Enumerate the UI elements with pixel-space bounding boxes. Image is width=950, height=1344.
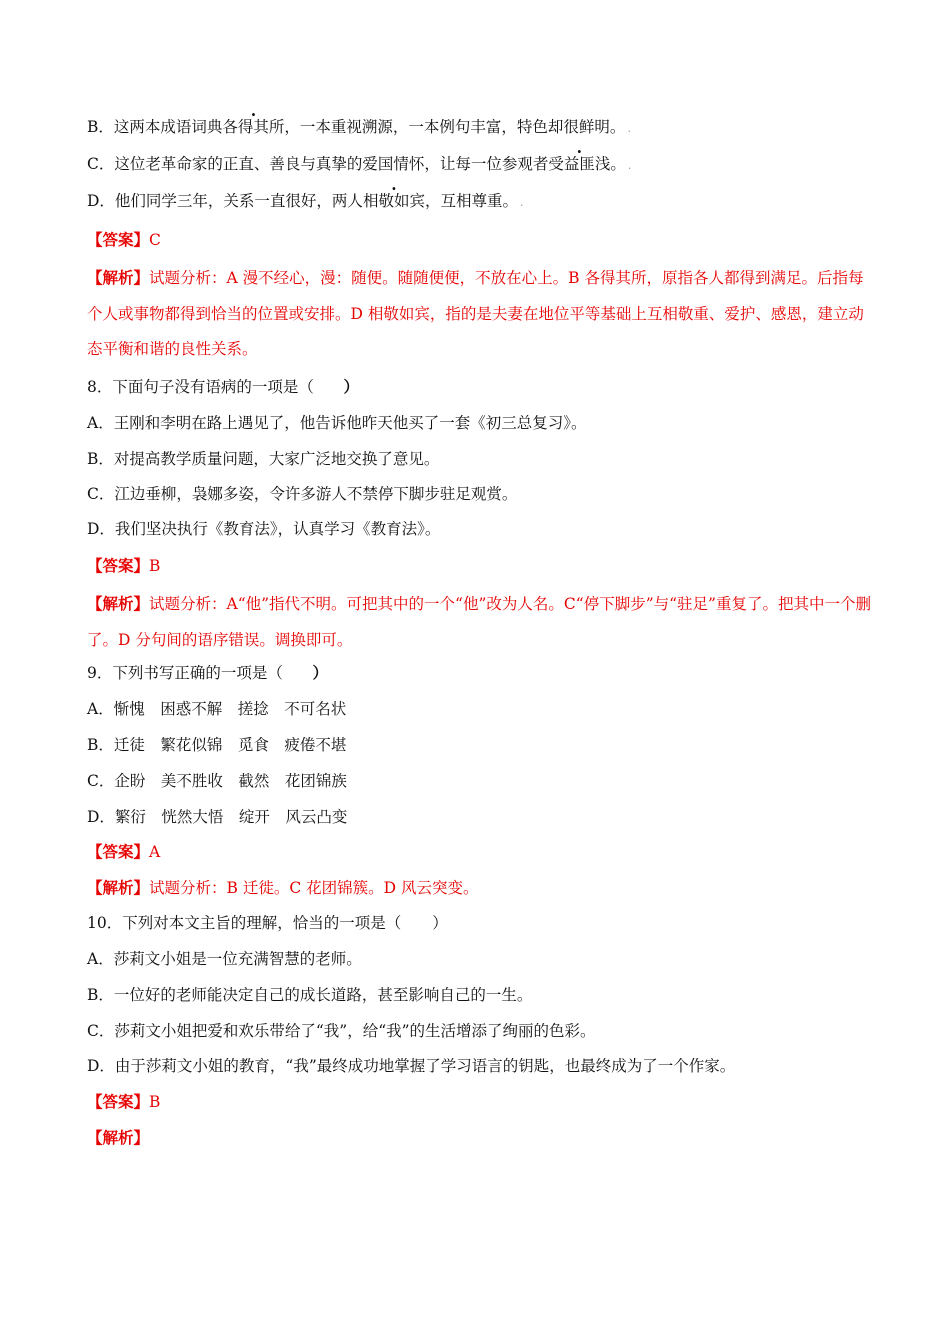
q7-option-c: C．这位老革命家的正直、善良与真挚的爱国情怀，让每一位参观者受益匪浅。 . (87, 155, 632, 173)
emphasized-idiom: 各得其所 (222, 118, 285, 136)
q9-stem: 9．下列书写正确的一项是（ ） (87, 663, 328, 682)
q9-answer: 【答案】A (87, 842, 161, 861)
q7-option-b: B．这两本成语词典各得其所，一本重视溯源，一本例句丰富，特色却很鲜明。 . (87, 118, 631, 136)
q8-analysis: 【解析】试题分析：A“他”指代不明。可把其中的一个“他”改为人名。C“停下脚步”与“驻足”重复了。把其中一个删了。D 分句间的语序错误。调换即可。 (87, 594, 871, 649)
q10-stem: 10．下列对本文主旨的理解，恰当的一项是（ ） (87, 914, 448, 932)
q8-stem: 8．下面句子没有语病的一项是（ ） (87, 377, 359, 396)
q8-answer: 【答案】B (87, 556, 161, 575)
q9-option-b: B．迁徒 繁花似锦 觅食 疲倦不堪 (87, 736, 347, 754)
q10-option-b: B．一位好的老师能决定自己的成长道路，甚至影响自己的一生。 (87, 986, 533, 1004)
q9-option-a: A．惭愧 困惑不解 搓捻 不可名状 (87, 700, 347, 718)
q10-answer: 【答案】B (87, 1092, 161, 1111)
q9-option-c: C．企盼 美不胜收 截然 花团锦族 (87, 772, 347, 790)
q9-option-d: D．繁衍 恍然大悟 绽开 风云凸变 (87, 808, 348, 826)
q8-option-c: C．江边垂柳，袅娜多姿，令许多游人不禁停下脚步驻足观赏。 (87, 485, 518, 503)
q10-analysis: 【解析】 (87, 1128, 150, 1147)
q10-option-a: A．莎莉文小姐是一位充满智慧的老师。 (87, 950, 362, 968)
q8-option-d: D．我们坚决执行《教育法》，认真学习《教育法》。 (87, 520, 441, 538)
q10-option-c: C．莎莉文小姐把爱和欢乐带给了“我”，给“我”的生活增添了绚丽的色彩。 (87, 1022, 596, 1040)
emphasized-idiom: 受益匪浅 (548, 155, 611, 173)
q10-option-d: D．由于莎莉文小姐的教育，“我”最终成功地掌握了学习语言的钥匙，也最终成为了一个作家。 (87, 1057, 736, 1075)
emphasized-idiom: 相敬如宾 (362, 192, 425, 210)
q7-answer: 【答案】C (87, 230, 161, 249)
q7-option-d: D．他们同学三年，关系一直很好，两人相敬如宾，互相尊重。 . (87, 192, 524, 210)
q9-analysis: 【解析】试题分析：B 迁徙。C 花团锦簇。D 风云突变。 (87, 878, 479, 897)
q7-analysis: 【解析】试题分析：A 漫不经心，漫：随便。随随便便，不放在心上。B 各得其所，原指各人都得到满足。后指每个人或事物都得到恰当的位置或安排。D 相敬如宾，指的是夫妻在地位平等基础上互相敬重、爱护、感恩，建立动态平衡和谐的良性关系。 (87, 268, 864, 358)
q8-option-b: B．对提高教学质量问题，大家广泛地交换了意见。 (87, 450, 440, 468)
q8-option-a: A．王刚和李明在路上遇见了，他告诉他昨天他买了一套《初三总复习》。 (87, 414, 587, 432)
